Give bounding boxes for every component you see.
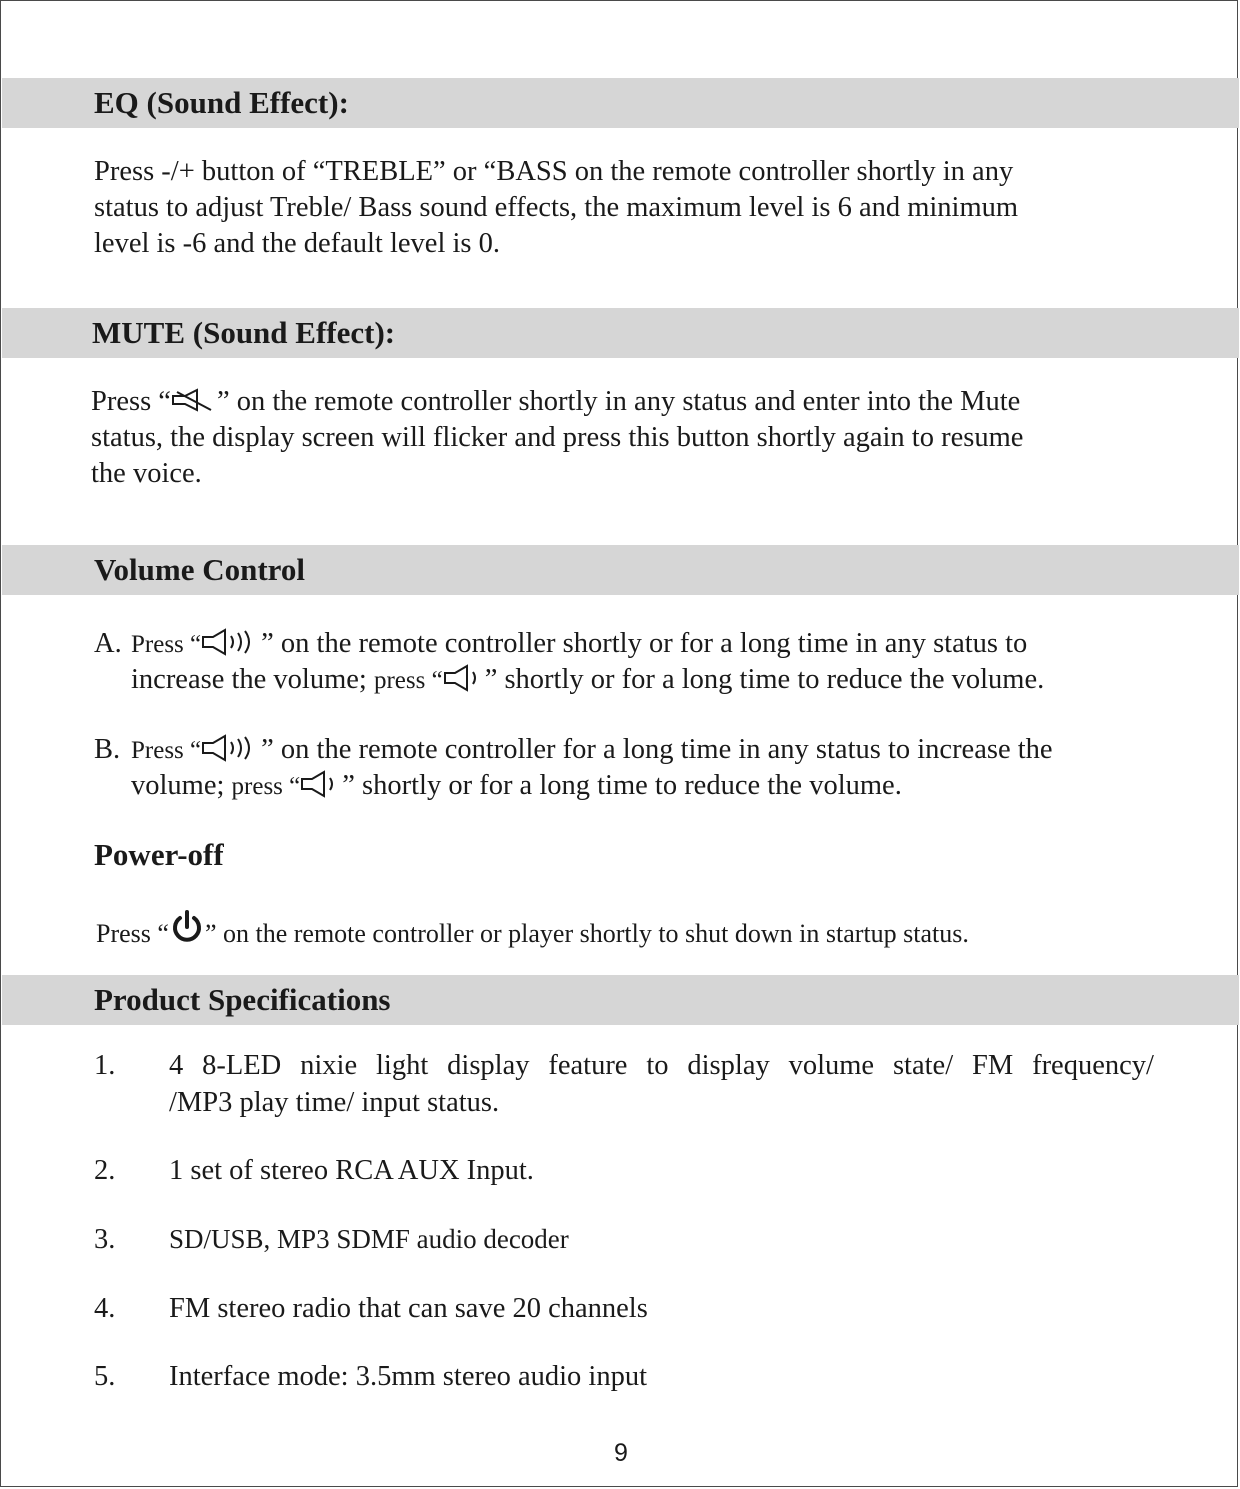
eq-section-header: [2, 78, 1239, 128]
volume-a-rest-2: ” shortly or for a long time to reduce the volume.: [484, 664, 1045, 695]
volume-up-icon: [201, 734, 261, 762]
mute-line-3: the voice.: [91, 458, 202, 489]
volume-a-pre-2: increase the volume;: [131, 664, 367, 695]
spec-1-word: FM: [972, 1050, 1014, 1081]
spec-1-word: feature: [548, 1050, 628, 1081]
eq-line-3: level is -6 and the default level is 0.: [94, 228, 500, 259]
eq-line-1: Press -/+ button of “TREBLE” or “BASS on the remote controller shortly in any: [94, 156, 1014, 187]
volume-item-a-label: A.: [94, 628, 122, 659]
volume-b-rest-1: ” on the remote controller for a long time in any status to increase the: [261, 734, 1053, 765]
volume-up-icon: [201, 628, 261, 656]
spec-1-line-1: [169, 1047, 1154, 1084]
volume-b-press-2: press “: [231, 773, 301, 800]
volume-item-b: [94, 732, 1053, 804]
spec-number: 1.: [94, 1050, 116, 1081]
volume-a-rest-1: ” on the remote controller shortly or for a long time in any status to: [261, 628, 1028, 659]
spec-text: SD/USB, MP3 SDMF audio decoder: [169, 1224, 569, 1254]
spec-text: Interface mode: 3.5mm stereo audio input: [169, 1361, 648, 1392]
volume-down-icon: [443, 664, 485, 692]
spec-text: 1 set of stereo RCA AUX Input.: [169, 1155, 534, 1186]
eq-title: EQ (Sound Effect):: [94, 85, 349, 120]
spec-1-word: volume: [788, 1050, 875, 1081]
spec-number: 5.: [94, 1361, 116, 1392]
mute-line-2: status, the display screen will flicker and press this button shortly again to resume: [91, 422, 1024, 453]
mute-title: MUTE (Sound Effect):: [92, 315, 396, 350]
power-description: [96, 910, 969, 952]
spec-number: 3.: [94, 1224, 116, 1255]
spec-number: 2.: [94, 1155, 116, 1186]
spec-1-word: 8-LED: [202, 1050, 282, 1081]
volume-section-header: [2, 545, 1239, 595]
mute-description: [91, 384, 1023, 492]
power-rest: ” on the remote controller or player shortly to shut down in startup status.: [204, 919, 969, 948]
volume-b-press-1: Press “: [131, 737, 202, 764]
volume-a-press-2: press “: [373, 667, 443, 694]
volume-b-rest-2: ” shortly or for a long time to reduce the volume.: [342, 770, 902, 801]
mute-icon: [171, 388, 217, 414]
volume-b-pre-2: volume;: [131, 770, 225, 801]
spec-1-word: display: [447, 1050, 530, 1081]
spec-number: 4.: [94, 1293, 116, 1324]
specs-section-header: [2, 975, 1239, 1025]
volume-item-b-label: B.: [94, 734, 121, 765]
eq-description: [94, 154, 1018, 262]
volume-item-a: [94, 626, 1044, 698]
spec-text: FM stereo radio that can save 20 channels: [169, 1293, 648, 1324]
mute-press: Press “: [91, 386, 171, 417]
spec-1-word: state/: [892, 1050, 954, 1081]
specs-title: Product Specifications: [94, 982, 391, 1017]
spec-1-line-2: /MP3 play time/ input status.: [169, 1087, 500, 1118]
spec-text: [169, 1047, 1154, 1121]
volume-title: Volume Control: [94, 552, 305, 587]
power-icon: [169, 910, 205, 944]
power-title: Power-off: [94, 837, 224, 872]
power-press: Press “: [96, 919, 169, 948]
eq-line-2: status to adjust Treble/ Bass sound effects, the maximum level is 6 and minimum: [94, 192, 1019, 223]
volume-down-icon: [300, 770, 342, 798]
spec-1-word: light: [376, 1050, 429, 1081]
spec-1-word: nixie: [300, 1050, 358, 1081]
mute-section-header: [2, 308, 1239, 358]
spec-1-word: display: [687, 1050, 770, 1081]
spec-1-word: to: [646, 1050, 669, 1081]
page-number: 9: [614, 1439, 628, 1467]
mute-line-1-rest: ” on the remote controller shortly in any status and enter into the Mute: [216, 386, 1021, 417]
spec-1-word: frequency/: [1032, 1050, 1154, 1081]
volume-a-press-1: Press “: [131, 631, 202, 658]
mute-line-1: [91, 384, 1023, 420]
spec-1-word: 4: [169, 1050, 184, 1081]
